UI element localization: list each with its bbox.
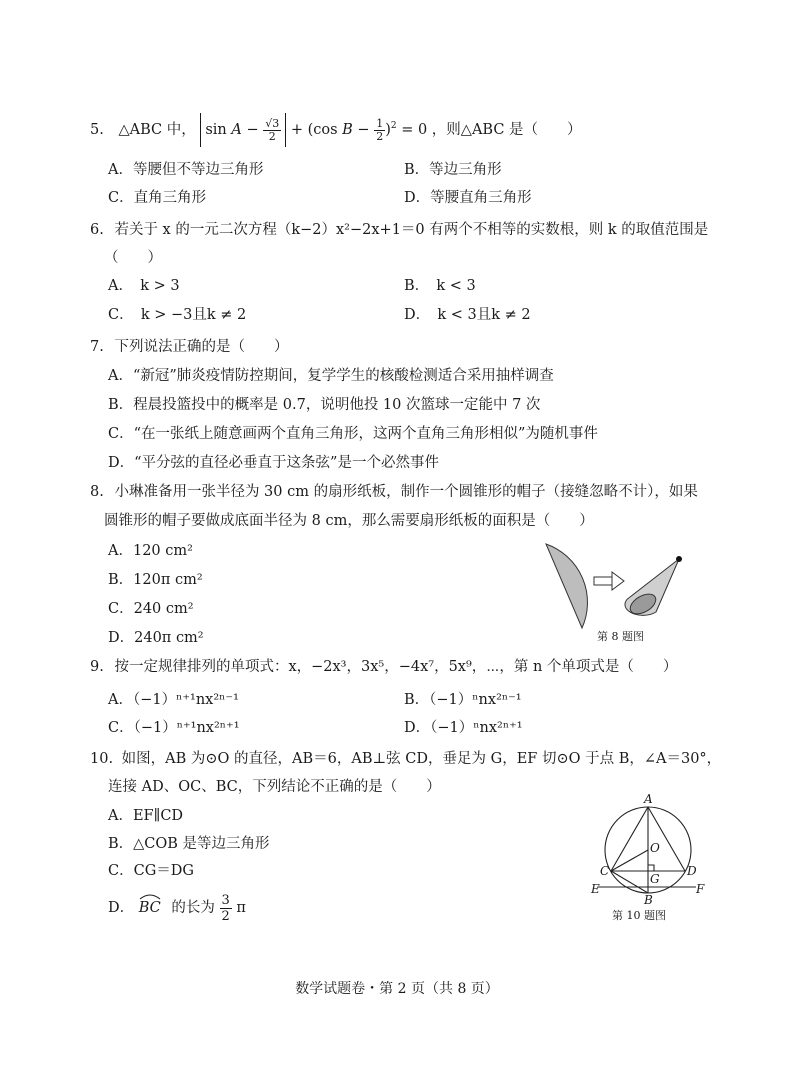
q8-figure-caption: 第 8 题图 xyxy=(597,630,644,643)
q10-option-d-prefix: D． xyxy=(108,900,135,916)
q10-option-a: A．EF∥CD xyxy=(108,808,184,824)
q6-option-a: A． k > 3 xyxy=(108,278,180,294)
q5-option-a: A．等腰但不等边三角形 xyxy=(108,162,264,178)
q6-stem-2: （ ） xyxy=(104,250,162,266)
label-g: G xyxy=(650,872,660,886)
cone-shape xyxy=(625,556,682,618)
page-footer: 数学试题卷・第 2 页（共 8 页） xyxy=(295,981,499,997)
q6-stem xyxy=(90,220,708,240)
label-c: C xyxy=(600,864,610,878)
label-a: A xyxy=(644,792,653,806)
q10-option-c: C．CG＝DG xyxy=(108,863,194,879)
arc-symbol-icon xyxy=(139,893,161,900)
q6-option-c: C． k > −3且k ≠ 2 xyxy=(108,307,247,323)
q8-option-c: C．240 cm² xyxy=(108,601,194,617)
q8-stem xyxy=(90,482,698,502)
q7-stem xyxy=(90,337,288,357)
label-b: B xyxy=(644,893,653,905)
q6-option-d: D． k < 3且k ≠ 2 xyxy=(404,307,531,323)
sector-shape xyxy=(546,544,587,628)
q8-number: 8. xyxy=(90,484,104,500)
q5-eq-tail: = 0 ，则△ABC 是（ ） xyxy=(401,122,582,138)
q7-number: 7. xyxy=(90,339,104,355)
q5-stem-prefix: △ABC 中， xyxy=(118,122,196,138)
segment-ad xyxy=(648,807,685,871)
q7-stem-text: 下列说法正确的是（ ） xyxy=(114,339,289,355)
q5-cos-term: + (cos B − $\frac{1}{2}$ )$^2$ xyxy=(290,116,397,143)
segment-bc xyxy=(611,871,648,893)
q5-option-d: D．等腰直角三角形 xyxy=(404,190,532,206)
q6-stem-text: 若关于 x 的一元二次方程（k−2）x²−2x+1＝0 有两个不相等的实数根，则 k 的取值范围是 xyxy=(114,222,709,238)
right-angle-mark xyxy=(648,865,654,871)
q10-stem-text: 如图，AB 为⊙O 的直径，AB＝6，AB⊥弦 CD，垂足为 G，EF 切⊙O 于点 B，∠A＝30°， xyxy=(121,751,722,767)
q10-arc-label: BC xyxy=(138,900,161,916)
q6-number: 6. xyxy=(90,222,104,238)
q8-stem-text: 小琳准备用一张半径为 30 cm 的扇形纸板，制作一个圆锥形的帽子（接缝忽略不计），如果 xyxy=(114,484,698,500)
q5-stem xyxy=(90,112,582,148)
label-e: E xyxy=(591,882,600,896)
q5-option-b: B．等边三角形 xyxy=(404,162,502,178)
q9-number: 9. xyxy=(90,659,104,675)
q10-option-d-pi: π xyxy=(236,900,246,916)
q6-option-b: B． k < 3 xyxy=(404,278,476,294)
q9-stem xyxy=(90,657,677,677)
label-f: F xyxy=(696,882,705,896)
q10-option-d xyxy=(108,888,246,928)
q8-option-d: D．240π cm² xyxy=(108,630,204,646)
q10-option-d-mid: 的长为 xyxy=(171,900,215,916)
q5-abs-expr: sin A − $\frac{√3}{2}$ xyxy=(200,113,286,147)
q8-figure xyxy=(538,540,698,632)
q5-option-c: C．直角三角形 xyxy=(108,190,207,206)
q8-stem-2: 圆锥形的帽子要做成底面半径为 8 cm，那么需要扇形纸板的面积是（ ） xyxy=(104,513,594,529)
label-d: D xyxy=(687,864,697,878)
q8-option-a: A．120 cm² xyxy=(108,543,193,559)
q10-figure-caption: 第 10 题图 xyxy=(612,909,666,922)
q10-number: 10. xyxy=(90,751,114,767)
q10-stem xyxy=(90,749,721,769)
q7-option-a: A．“新冠”肺炎疫情防控期间，复学学生的核酸检测适合采用抽样调查 xyxy=(108,368,554,384)
q10-option-d-fraction: $\frac{3}{2}$ xyxy=(221,892,230,924)
q9-stem-text: 按一定规律排列的单项式：x，−2x³，3x⁵，−4x⁷，5x⁹，⋯，第 n 个单项式是（ ） xyxy=(114,659,678,675)
q5-number: 5. xyxy=(90,122,104,138)
q9-option-c: C．（−1）ⁿ⁺¹nx²ⁿ⁺¹ xyxy=(108,720,240,736)
q10-stem-2: 连接 AD、OC、BC，下列结论不正确的是（ ） xyxy=(108,779,441,795)
segment-ac xyxy=(611,807,648,871)
q7-option-c: C．“在一张纸上随意画两个直角三角形，这两个直角三角形相似”为随机事件 xyxy=(108,426,598,442)
q9-option-d: D．（−1）ⁿnx²ⁿ⁺¹ xyxy=(404,720,523,736)
q9-option-b: B．（−1）ⁿnx²ⁿ⁻¹ xyxy=(404,692,522,708)
q8-option-b: B．120π cm² xyxy=(108,572,203,588)
q9-option-a: A．（−1）ⁿ⁺¹nx²ⁿ⁻¹ xyxy=(108,692,239,708)
q10-arc-bc xyxy=(139,888,161,928)
q10-figure xyxy=(588,790,708,905)
q10-option-b: B．△COB 是等边三角形 xyxy=(108,836,270,852)
label-o: O xyxy=(650,841,660,855)
q7-option-d: D．“平分弦的直径必垂直于这条弦”是一个必然事件 xyxy=(108,455,439,471)
arrow-icon xyxy=(594,572,624,590)
q7-option-b: B．程晨投篮投中的概率是 0.7，说明他投 10 次篮球一定能中 7 次 xyxy=(108,397,541,413)
